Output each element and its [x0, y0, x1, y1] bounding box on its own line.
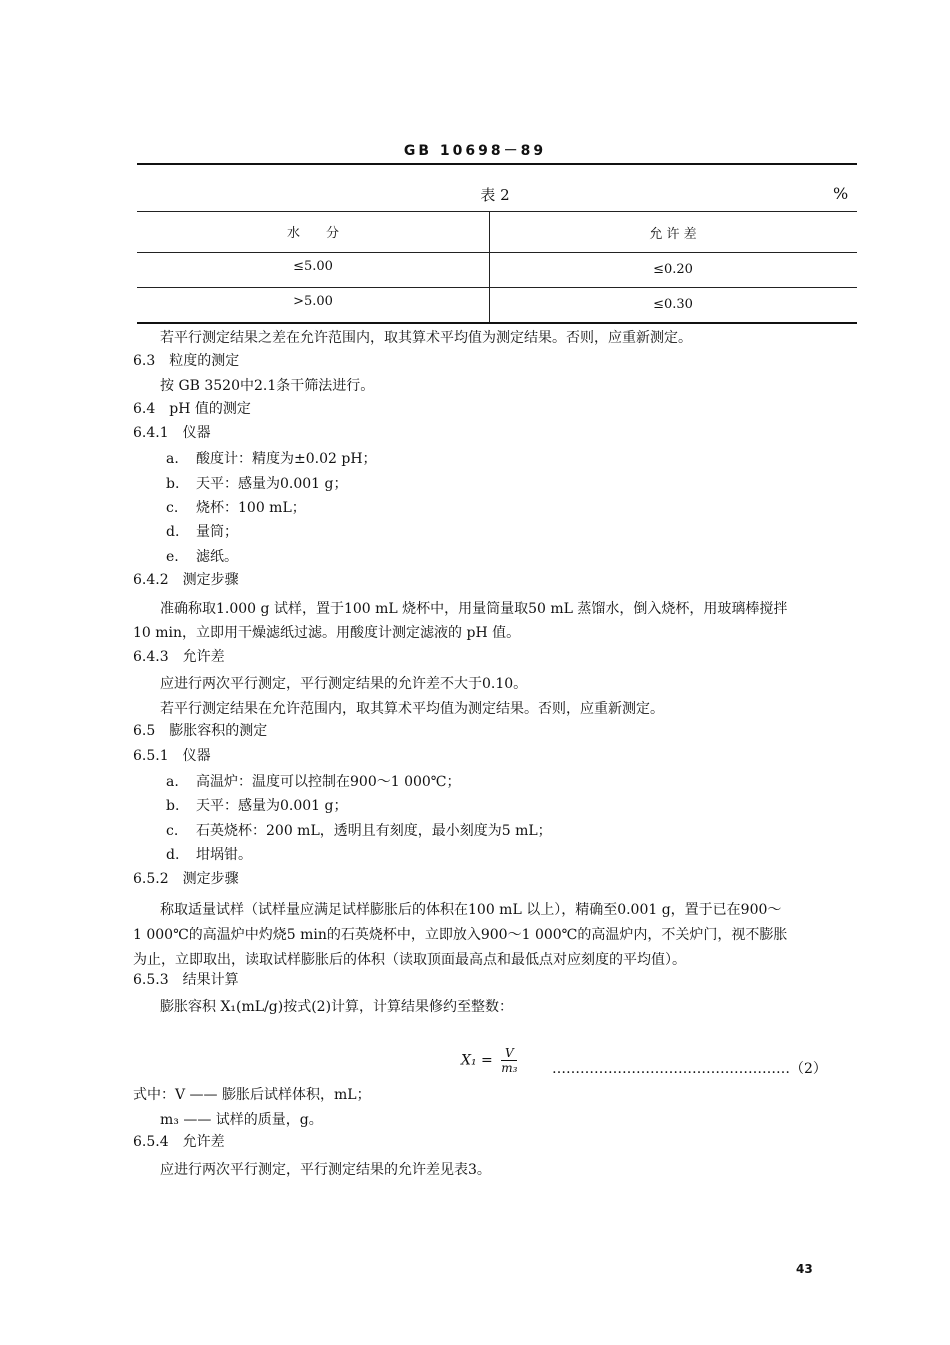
section-heading-6-4: 6.4 pH 值的测定 — [133, 401, 251, 417]
list-item-text: 滤纸。 — [196, 549, 238, 565]
page-number: 43 — [796, 1262, 813, 1276]
section-heading-6-5: 6.5 膨胀容积的测定 — [133, 723, 268, 739]
variable-definition: 式中：V —— 膨胀后试样体积，mL； — [133, 1087, 371, 1103]
paragraph: 若平行测定结果之差在允许范围内，取其算术平均值为测定结果。否则，应重新测定。 — [160, 330, 692, 346]
list-item — [166, 449, 377, 469]
paragraph: 为止，立即取出，读取试样膨胀后的体积（读取顶面最高点和最低点对应刻度的平均值）。 — [133, 952, 686, 968]
formula-lhs: X₁ = — [461, 1052, 493, 1069]
list-item-label: d. — [166, 847, 180, 863]
table-bottom-rule — [137, 322, 857, 324]
list-item-label: d. — [166, 524, 180, 540]
section-heading-6-5-4: 6.5.4 允许差 — [133, 1134, 225, 1150]
standard-code-header: GB 10698－89 — [403, 143, 547, 159]
list-item-text: 石英烧杯：200 mL，透明且有刻度，最小刻度为5 mL； — [196, 823, 552, 839]
list-item-text: 酸度计：精度为±0.02 pH； — [196, 451, 377, 467]
list-item-text: 坩埚钳。 — [196, 847, 252, 863]
table-header-top-rule — [137, 211, 857, 212]
list-item-label: b. — [166, 476, 180, 492]
section-heading-6-3: 6.3 粒度的测定 — [133, 353, 240, 369]
table-cell: ≤5.00 — [293, 259, 333, 274]
paragraph: 准确称取1.000 g 试样，置于100 mL 烧杯中，用量筒量取50 mL 蒸馏水，倒入烧杯，用玻璃棒搅拌 — [160, 601, 788, 617]
formula-denominator: m₃ — [501, 1061, 518, 1075]
paragraph: 应进行两次平行测定，平行测定结果的允许差见表3。 — [160, 1162, 491, 1178]
list-item-text: 天平：感量为0.001 g； — [196, 798, 348, 814]
table-cell: ≤0.30 — [653, 297, 693, 312]
paragraph: 应进行两次平行测定，平行测定结果的允许差不大于0.10。 — [160, 676, 528, 692]
formula-equation-number: ……………………………………………（2） — [552, 1061, 827, 1077]
table-unit: % — [833, 184, 849, 203]
list-item — [166, 522, 238, 542]
section-heading-6-5-2: 6.5.2 测定步骤 — [133, 871, 239, 887]
list-item-label: b. — [166, 798, 180, 814]
paragraph: 按 GB 3520中2.1条干筛法进行。 — [160, 378, 375, 394]
list-item — [166, 821, 552, 841]
table-header-moisture: 水 分 — [286, 226, 339, 241]
section-heading-6-4-1: 6.4.1 仪器 — [133, 425, 211, 441]
list-item-label: a. — [166, 774, 179, 790]
paragraph: 若平行测定结果在允许范围内，取其算术平均值为测定结果。否则，应重新测定。 — [160, 701, 664, 717]
table-header-tolerance: 允 许 差 — [649, 227, 697, 242]
section-heading-6-4-3: 6.4.3 允许差 — [133, 649, 225, 665]
list-item — [166, 474, 348, 494]
list-item — [166, 547, 238, 567]
list-item-label: c. — [166, 500, 179, 516]
table-row-rule — [137, 252, 857, 253]
section-heading-6-4-2: 6.4.2 测定步骤 — [133, 572, 239, 588]
paragraph: 称取适量试样（试样量应满足试样膨胀后的体积在100 mL 以上），精确至0.001 g，置于已在900～ — [160, 902, 782, 918]
variable-definition: m₃ —— 试样的质量，g。 — [160, 1112, 323, 1128]
list-item — [166, 845, 252, 865]
section-heading-6-5-3: 6.5.3 结果计算 — [133, 972, 239, 988]
list-item — [166, 772, 460, 792]
paragraph: 1 000℃的高温炉中灼烧5 min的石英烧杯中，立即放入900～1 000℃的高温炉内，不关炉门，视不膨胀 — [133, 927, 788, 943]
list-item-text: 天平：感量为0.001 g； — [196, 476, 348, 492]
table-cell: >5.00 — [293, 294, 333, 309]
list-item — [166, 796, 348, 816]
list-item-text: 高温炉：温度可以控制在900～1 000℃； — [196, 774, 461, 790]
list-item-label: a. — [166, 451, 179, 467]
list-item-label: c. — [166, 823, 179, 839]
table-cell: ≤0.20 — [653, 262, 693, 277]
formula-fraction — [501, 1046, 517, 1075]
table-caption: 表 2 — [480, 186, 510, 204]
list-item-label: e. — [166, 549, 179, 565]
section-heading-6-5-1: 6.5.1 仪器 — [133, 748, 211, 764]
paragraph: 10 min，立即用干燥滤纸过滤。用酸度计测定滤液的 pH 值。 — [133, 625, 521, 641]
list-item — [166, 498, 306, 518]
list-item-text: 烧杯：100 mL； — [196, 500, 306, 516]
list-item-text: 量筒； — [196, 524, 238, 540]
paragraph: 膨胀容积 X₁(mL/g)按式(2)计算，计算结果修约至整数： — [160, 999, 514, 1015]
table-row-rule — [137, 287, 857, 288]
formula-numerator: V — [501, 1046, 517, 1061]
table-top-rule — [137, 163, 857, 165]
formula-2 — [461, 1046, 517, 1075]
